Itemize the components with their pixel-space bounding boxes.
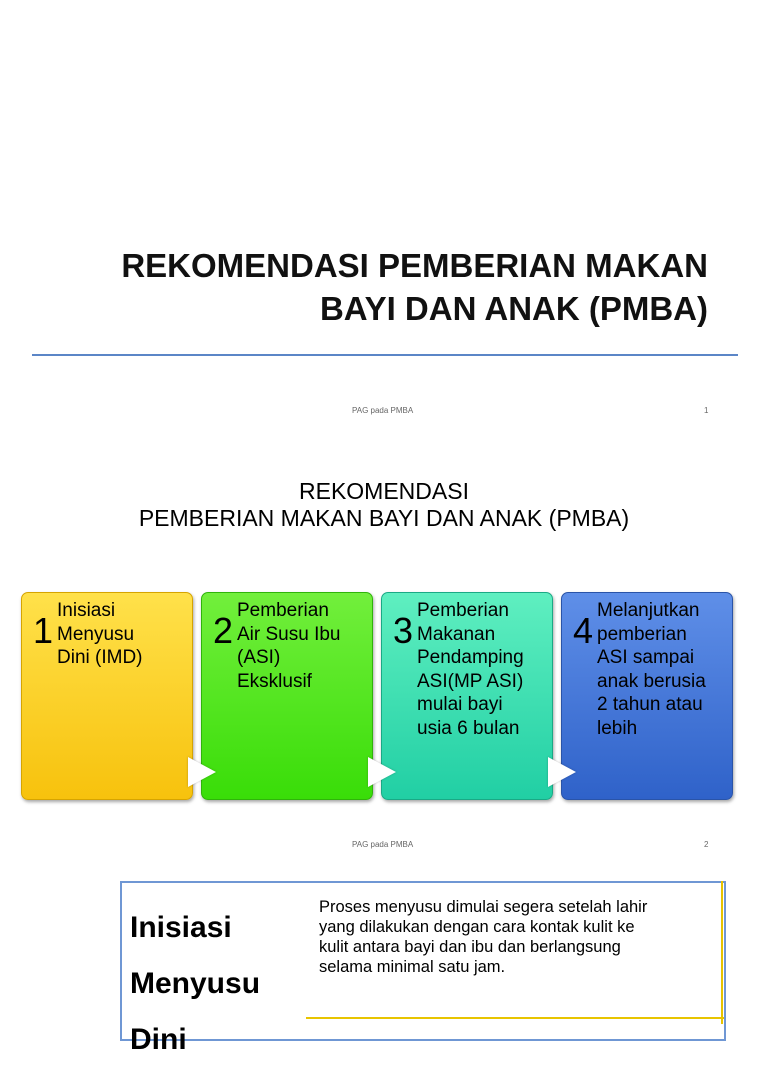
arrow-right-icon — [368, 757, 396, 787]
step-text-line: 2 tahun atau — [597, 694, 703, 715]
slide2-page-number: 2 — [704, 840, 709, 849]
step-card-lanjut-asi — [561, 592, 733, 800]
step-text-line: Eksklusif — [237, 670, 312, 692]
accent-line-vertical — [721, 881, 723, 1024]
arrow-right-icon — [548, 757, 576, 787]
step-text-line: Menyusu — [57, 623, 135, 645]
step-text-line: Air Susu Ibu — [237, 623, 341, 645]
step-text-line: ASI sampai — [597, 647, 695, 668]
step-text — [237, 599, 368, 693]
step-text-line: Makanan — [417, 623, 496, 645]
slide2-title — [0, 478, 768, 532]
imd-heading-line: Inisiasi — [130, 911, 232, 944]
slide2-title-line2: PEMBERIAN MAKAN BAYI DAN ANAK (PMBA) — [138, 505, 630, 531]
step-text-line: usia 6 bulan — [417, 717, 520, 739]
step-text-line: anak berusia — [597, 670, 706, 692]
accent-line-horizontal — [306, 1017, 724, 1019]
step-text-line: (ASI) — [237, 647, 281, 668]
imd-heading-line: Menyusu — [130, 967, 261, 1000]
slide1-footer-label: PAG pada PMBA — [352, 406, 414, 415]
step-text-line: pemberian — [597, 623, 687, 645]
imd-description-line: selama minimal satu jam. — [319, 958, 506, 976]
step-text-line: mulai bayi — [417, 694, 503, 715]
slide2-footer-label: PAG pada PMBA — [352, 840, 414, 849]
step-text-line: Inisiasi — [57, 600, 116, 621]
slide1-divider — [32, 354, 738, 356]
imd-heading — [130, 900, 260, 1068]
step-text — [597, 599, 728, 740]
arrow-right-icon — [188, 757, 216, 787]
step-text-line: Dini (IMD) — [57, 647, 143, 668]
imd-description-line: yang dilakukan dengan cara kontak kulit ke — [319, 918, 635, 936]
step-number: 3 — [393, 610, 414, 651]
step-number: 4 — [573, 610, 594, 651]
imd-description — [319, 897, 714, 977]
slide1-title-line2: BAYI DAN ANAK (PMBA) — [319, 290, 708, 327]
step-card-imd — [21, 592, 193, 800]
slide1-page-number: 1 — [704, 406, 709, 415]
step-text-line: Pendamping — [417, 647, 524, 668]
step-text-line: ASI(MP ASI) — [417, 670, 524, 692]
imd-heading-line: Dini — [130, 1023, 187, 1056]
imd-description-line: Proses menyusu dimulai segera setelah lahir — [319, 898, 648, 916]
step-text-line: Pemberian — [237, 600, 329, 621]
imd-description-line: kulit antara bayi dan ibu dan berlangsung — [319, 938, 621, 956]
step-text — [417, 599, 548, 740]
step-card-asi-eksklusif — [201, 592, 373, 800]
step-text-line: Pemberian — [417, 600, 509, 621]
step-text-line: lebih — [597, 717, 638, 739]
step-number: 2 — [213, 610, 234, 651]
slide1-title — [121, 244, 708, 330]
step-text — [57, 599, 188, 670]
step-text-line: Melanjutkan — [597, 600, 700, 621]
step-card-mp-asi — [381, 592, 553, 800]
slide1-title-line1: REKOMENDASI PEMBERIAN MAKAN — [121, 247, 708, 284]
slide2-title-line1: REKOMENDASI — [299, 478, 469, 504]
step-number: 1 — [33, 610, 54, 651]
